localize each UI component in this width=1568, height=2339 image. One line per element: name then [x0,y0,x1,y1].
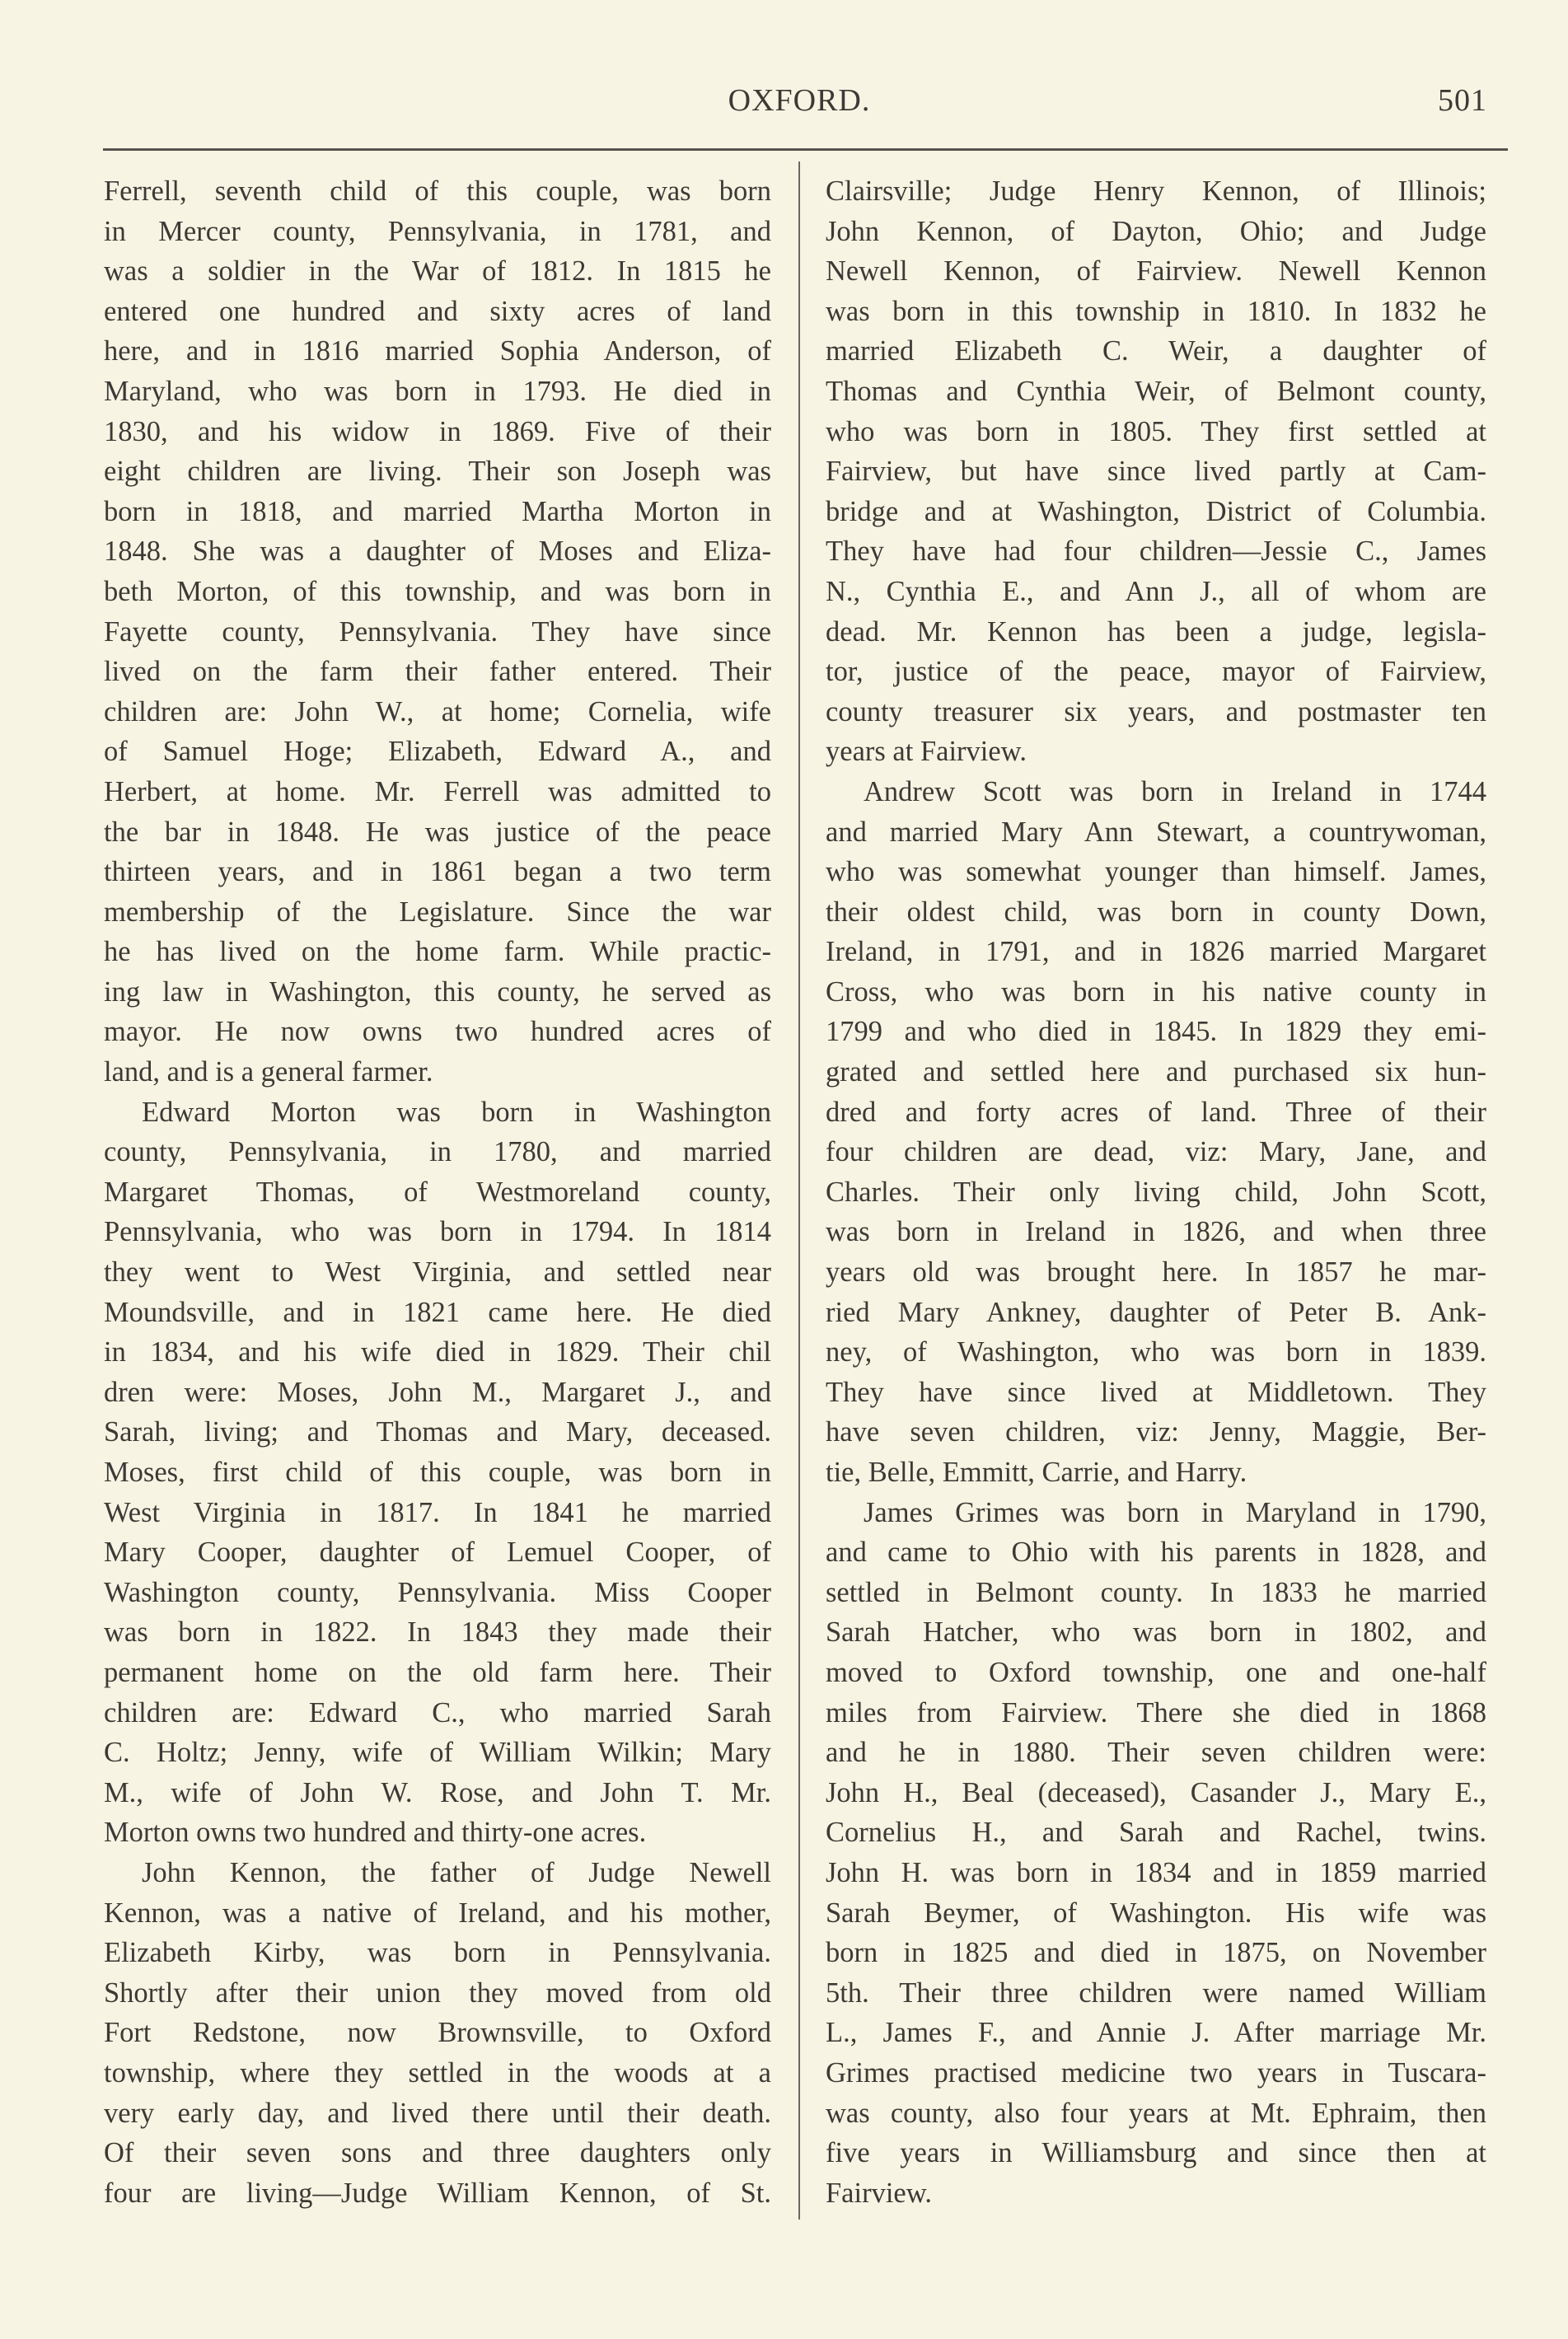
text-line: was a soldier in the War of 1812. In 1815 he [104,255,771,288]
text-line: Mary Cooper, daughter of Lemuel Cooper, of [104,1537,771,1569]
text-line: children are: John W., at home; Cornelia, wife [104,695,771,727]
text-line: Ireland, in 1791, and in 1826 married Margaret [826,936,1486,968]
running-head-title: OXFORD. [728,83,871,118]
text-line: settled in Belmont county. In 1833 he married [826,1576,1486,1608]
text-line: four children are dead, viz: Mary, Jane, and [826,1136,1486,1168]
page-number: 501 [1438,83,1487,118]
text-line: Elizabeth Kirby, was born in Pennsylvania. [104,1937,771,1969]
text-line: township, where they settled in the woods at a [104,2056,771,2089]
text-line: Morton owns two hundred and thirty-one acres. [104,1817,647,1849]
text-line: they went to West Virginia, and settled near [104,1256,771,1289]
text-line: he has lived on the home farm. While practic- [104,936,771,968]
text-line: Of their seven sons and three daughters only [104,2137,771,2169]
text-line: Washington county, Pennsylvania. Miss Cooper [104,1576,771,1608]
text-line: children are: Edward C., who married Sarah [104,1696,771,1729]
text-line: Fayette county, Pennsylvania. They have since [104,615,771,648]
text-line: Grimes practised medicine two years in Tuscara- [826,2056,1486,2089]
right-column [826,171,1486,2213]
text-line: land, and is a general farmer. [104,1056,433,1088]
text-line: and came to Ohio with his parents in 1828, and [826,1537,1486,1569]
text-line: James Grimes was born in Maryland in 1790, [864,1496,1486,1528]
text-line: Maryland, who was born in 1793. He died in [104,375,771,407]
text-line: county treasurer six years, and postmaster ten [826,695,1486,727]
text-line: John H. was born in 1834 and in 1859 married [826,1856,1486,1888]
text-line: Margaret Thomas, of Westmoreland county, [104,1176,771,1208]
text-line: Moses, first child of this couple, was born in [104,1457,771,1488]
text-line: Kennon, was a native of Ireland, and his mother, [104,1897,771,1929]
text-line: membership of the Legislature. Since the war [104,896,771,928]
text-line: have seven children, viz: Jenny, Maggie, Ber- [826,1416,1486,1448]
text-line: thirteen years, and in 1861 began a two term [104,856,771,888]
text-line: N., Cynthia E., and Ann J., all of whom are [826,575,1486,607]
text-line: Thomas and Cynthia Weir, of Belmont county, [826,375,1486,407]
text-line: John Kennon, of Dayton, Ohio; and Judge [826,215,1486,247]
text-line: lived on the farm their father entered. Their [104,656,771,688]
text-line: years old was brought here. In 1857 he mar- [826,1256,1486,1289]
left-column [104,171,771,2213]
text-line: years at Fairview. [826,736,1027,768]
text-line: was born in this township in 1810. In 1832 he [826,295,1486,327]
text-line: They have since lived at Middletown. They [826,1376,1486,1408]
text-line: entered one hundred and sixty acres of land [104,295,771,327]
text-line: permanent home on the old farm here. Their [104,1656,771,1688]
text-line: very early day, and lived there until their death. [104,2097,771,2129]
text-line: Fort Redstone, now Brownsville, to Oxford [104,2017,771,2049]
text-line: 1830, and his widow in 1869. Five of their [104,415,771,447]
text-line: and married Mary Ann Stewart, a countrywoman, [826,816,1486,848]
text-line: Sarah Hatcher, who was born in 1802, and [826,1616,1486,1649]
text-line: John Kennon, the father of Judge Newell [142,1856,771,1888]
text-line: dead. Mr. Kennon has been a judge, legisla- [826,615,1486,648]
text-line: C. Holtz; Jenny, wife of William Wilkin; Mary [104,1737,771,1769]
text-line: in Mercer county, Pennsylvania, in 1781, and [104,215,771,247]
text-line: Cross, who was born in his native county in [826,975,1486,1008]
text-line: tor, justice of the peace, mayor of Fairview, [826,656,1486,688]
text-line: Moundsville, and in 1821 came here. He died [104,1296,771,1328]
text-line: ried Mary Ankney, daughter of Peter B. Ank- [826,1296,1486,1328]
text-line: county, Pennsylvania, in 1780, and married [104,1136,771,1168]
text-line: Herbert, at home. Mr. Ferrell was admitted to [104,775,771,807]
text-line: born in 1818, and married Martha Morton in [104,495,771,527]
text-line: married Elizabeth C. Weir, a daughter of [826,335,1486,367]
text-line: here, and in 1816 married Sophia Anderson, of [104,335,771,367]
text-line: Cornelius H., and Sarah and Rachel, twins. [826,1817,1486,1849]
text-line: beth Morton, of this township, and was born in [104,575,771,607]
text-line: ing law in Washington, this county, he served as [104,975,771,1008]
text-line: miles from Fairview. There she died in 1868 [826,1696,1486,1729]
text-line: Clairsville; Judge Henry Kennon, of Illinois; [826,175,1486,207]
text-line: born in 1825 and died in 1875, on November [826,1937,1486,1969]
text-line: was born in 1822. In 1843 they made their [104,1616,771,1649]
text-line: M., wife of John W. Rose, and John T. Mr. [104,1776,771,1808]
text-line: ney, of Washington, who was born in 1839. [826,1336,1486,1368]
text-line: Ferrell, seventh child of this couple, was born [104,175,771,207]
text-line: who was somewhat younger than himself. James, [826,856,1486,888]
text-line: was county, also four years at Mt. Ephraim, then [826,2097,1486,2129]
text-line: They have had four children—Jessie C., James [826,536,1486,568]
text-line: grated and settled here and purchased six hun- [826,1056,1486,1088]
text-line: and he in 1880. Their seven children were: [826,1737,1486,1769]
text-line: mayor. He now owns two hundred acres of [104,1016,771,1048]
header-rule [103,148,1508,151]
text-line: 1799 and who died in 1845. In 1829 they emi- [826,1016,1486,1048]
text-line: 5th. Their three children were named William [826,1976,1486,2009]
text-line: L., James F., and Annie J. After marriage Mr. [826,2017,1486,2049]
text-line: moved to Oxford township, one and one-half [826,1656,1486,1688]
text-line: John H., Beal (deceased), Casander J., Mary E., [826,1776,1486,1808]
text-line: was born in Ireland in 1826, and when three [826,1216,1486,1248]
text-line: Sarah, living; and Thomas and Mary, deceased. [104,1416,771,1448]
text-line: four are living—Judge William Kennon, of St. [104,2177,771,2209]
text-line: Fairview, but have since lived partly at Cam- [826,456,1486,488]
text-line: dren were: Moses, John M., Margaret J., and [104,1376,771,1408]
text-line: Fairview. [826,2177,933,2209]
text-line: Andrew Scott was born in Ireland in 1744 [864,775,1486,807]
text-line: five years in Williamsburg and since then at [826,2137,1486,2169]
text-line: who was born in 1805. They first settled at [826,415,1486,447]
text-line: West Virginia in 1817. In 1841 he married [104,1496,771,1528]
text-line: their oldest child, was born in county Down, [826,896,1486,928]
text-line: tie, Belle, Emmitt, Carrie, and Harry. [826,1457,1247,1488]
text-line: Newell Kennon, of Fairview. Newell Kennon [826,255,1486,288]
text-line: dred and forty acres of land. Three of their [826,1096,1486,1128]
text-line: Edward Morton was born in Washington [142,1096,771,1128]
text-line: Sarah Beymer, of Washington. His wife was [826,1897,1486,1929]
text-line: Pennsylvania, who was born in 1794. In 1814 [104,1216,771,1248]
text-line: Shortly after their union they moved from old [104,1976,771,2009]
text-line: bridge and at Washington, District of Columbia. [826,495,1486,527]
text-line: 1848. She was a daughter of Moses and Eliza- [104,536,771,568]
text-line: eight children are living. Their son Joseph was [104,456,771,488]
text-line: of Samuel Hoge; Elizabeth, Edward A., and [104,736,771,768]
text-line: the bar in 1848. He was justice of the peace [104,816,771,848]
text-line: in 1834, and his wife died in 1829. Their chil [104,1336,771,1368]
text-line: Charles. Their only living child, John Scott, [826,1176,1486,1208]
column-divider [798,161,800,2220]
